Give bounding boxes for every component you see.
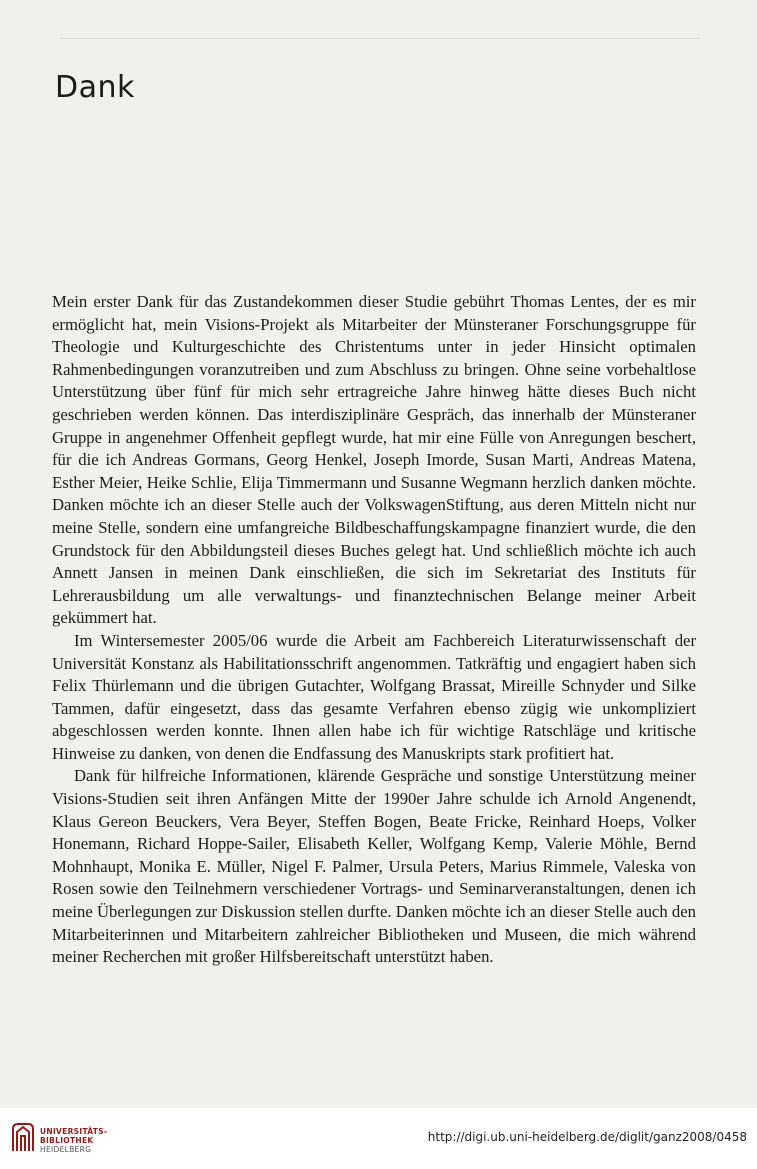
logo-text-bibliothek: BIBLIOTHEK bbox=[40, 1136, 94, 1145]
library-emblem-icon bbox=[10, 1121, 36, 1155]
acknowledgements-text bbox=[52, 291, 696, 969]
library-logo bbox=[10, 1121, 130, 1161]
viewer-footer bbox=[0, 1108, 757, 1169]
logo-text-universitaets: UNIVERSITÄTS- bbox=[40, 1127, 108, 1136]
logo-text-heidelberg: HEIDELBERG bbox=[40, 1145, 92, 1154]
paragraph-3: Dank für hilfreiche Informationen, klärende Gespräche und sonstige Unterstützung meiner Visions-Studien seit ihren Anfängen Mitte der 1990er Jahre schulde ich Arnold Angenendt, Klaus Gereon Beuckers, Vera Beyer, Steffen Bogen, Beate Fricke, Reinhard Hoeps, Volker Honemann, Richard Hoppe-Sailer, Elisabeth Keller, Wolfgang Kemp, Valerie Möhle, Bernd Mohnhaupt, Monika E. Müller, Nigel F. Palmer, Ursula Peters, Marius Rimmele, Valeska von Rosen sowie den Teilnehmern verschiedener Vortrags- und Seminarveranstaltungen, denen ich meine Überlegungen zur Diskussion stellen durfte. Danken möchte ich an dieser Stelle auch den Mitarbeiterinnen und Mitarbeitern zahlreicher Bibliotheken und Museen, die mich während meiner Recherchen mit großer Hilfsbereitschaft unterstützt haben. bbox=[52, 766, 696, 967]
show-through-rule bbox=[60, 38, 700, 39]
page-title: Dank bbox=[55, 70, 135, 105]
paragraph-1: Mein erster Dank für das Zustandekommen dieser Studie gebührt Thomas Lentes, der es mir ermöglicht hat, mein Visions-Projekt als Mitarbeiter der Münsteraner Forschungsgruppe für Theologie und Kulturgeschichte des Christentums unter in jeder Hinsicht optimalen Rahmenbedingungen voranzutreiben und zum Abschluss zu bringen. Ohne seine vorbehaltlose Unterstützung über fünf für mich sehr ertragreiche Jahre hinweg hätte dieses Buch nicht geschrieben werden können. Das interdisziplinäre Gespräch, das innerhalb der Münsteraner Gruppe in angenehmer Offenheit gepflegt wurde, hat mir eine Fülle von Anregungen beschert, für die ich Andreas Gormans, Georg Henkel, Joseph Imorde, Susan Marti, Andreas Matena, Esther Meier, Heike Schlie, Elija Timmermann und Susanne Wegmann herzlich danken möchte. Danken möchte ich an dieser Stelle auch der VolkswagenStiftung, aus deren Mitteln nicht nur meine Stelle, sondern eine umfangreiche Bildbeschaffungskampagne finanziert wurde, die den Grundstock für den Abbildungsteil dieses Buches gelegt hat. Und schließlich möchte ich auch Annett Jansen in meinen Dank einschließen, die sich im Sekretariat des Instituts für Lehrerausbildung um alle verwaltungs- und finanztechnischen Belange meiner Arbeit gekümmert hat. bbox=[52, 292, 696, 628]
paragraph-2: Im Wintersemester 2005/06 wurde die Arbeit am Fachbereich Literaturwissenschaft der Universität Konstanz als Habilitationsschrift angenommen. Tatkräftig und engagiert haben sich Felix Thürlemann und die übrigen Gutachter, Wolfgang Brassat, Mireille Schnyder und Silke Tammen, dafür eingesetzt, dass das gesamte Verfahren ebenso zügig wie unkompliziert abgeschlossen werden konnte. Ihnen allen habe ich für wichtige Ratschläge und kritische Hinweise zu danken, von denen die Endfassung des Manuskripts stark profitiert hat. bbox=[52, 630, 696, 763]
source-url-link[interactable]: http://digi.ub.uni-heidelberg.de/diglit/ganz2008/0458 bbox=[427, 1130, 747, 1144]
